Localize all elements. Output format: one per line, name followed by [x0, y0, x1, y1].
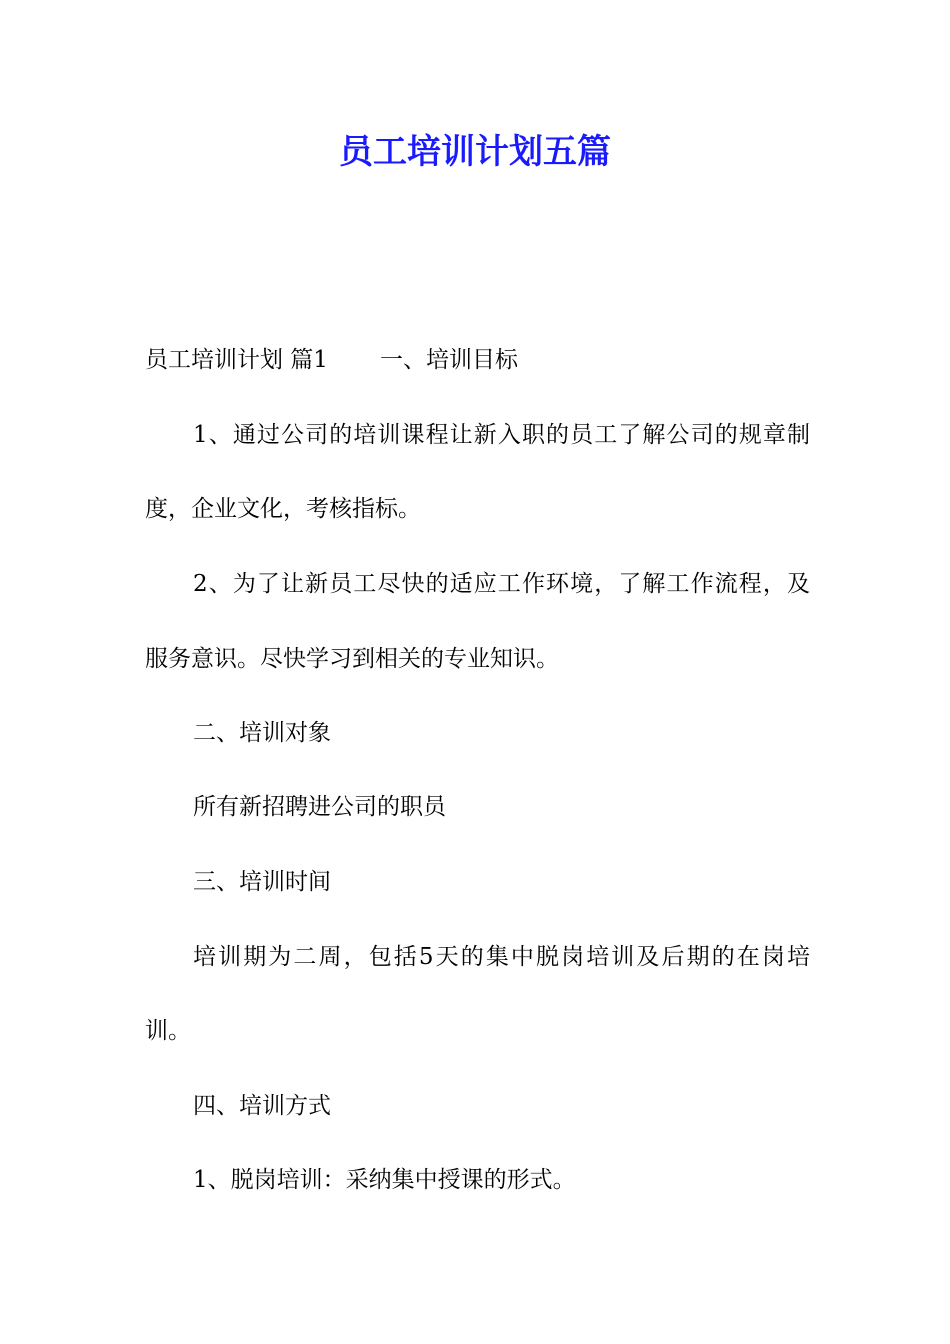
- goal-1-line-1: 1、通过公司的培训课程让新入职的员工了解公司的规章制: [193, 422, 810, 448]
- section-1-title: 一、培训目标: [379, 347, 518, 373]
- section-3-line-1: 培训期为二周，包括5天的集中脱岗培训及后期的在岗培: [193, 944, 810, 970]
- plan-heading-line: [145, 344, 810, 376]
- section-2-title: 二、培训对象: [193, 720, 331, 746]
- goal-2-line-1: 2、为了让新员工尽快的适应工作环境，了解工作流程，及: [193, 571, 810, 597]
- section-3-title: 三、培训时间: [193, 869, 331, 895]
- plan-heading-label: 员工培训计划 篇1: [145, 347, 328, 373]
- section-2-body: 所有新招聘进公司的职员: [193, 794, 446, 820]
- section-3-line-2: 训。: [145, 1018, 191, 1044]
- goal-2-line-2: 服务意识。尽快学习到相关的专业知识。: [145, 646, 559, 672]
- section-4-item-1: 1、脱岗培训：采纳集中授课的形式。: [193, 1167, 576, 1193]
- section-4-title: 四、培训方式: [193, 1093, 331, 1119]
- document-title: 员工培训计划五篇: [339, 132, 611, 172]
- goal-1-line-2: 度，企业文化，考核指标。: [145, 496, 421, 522]
